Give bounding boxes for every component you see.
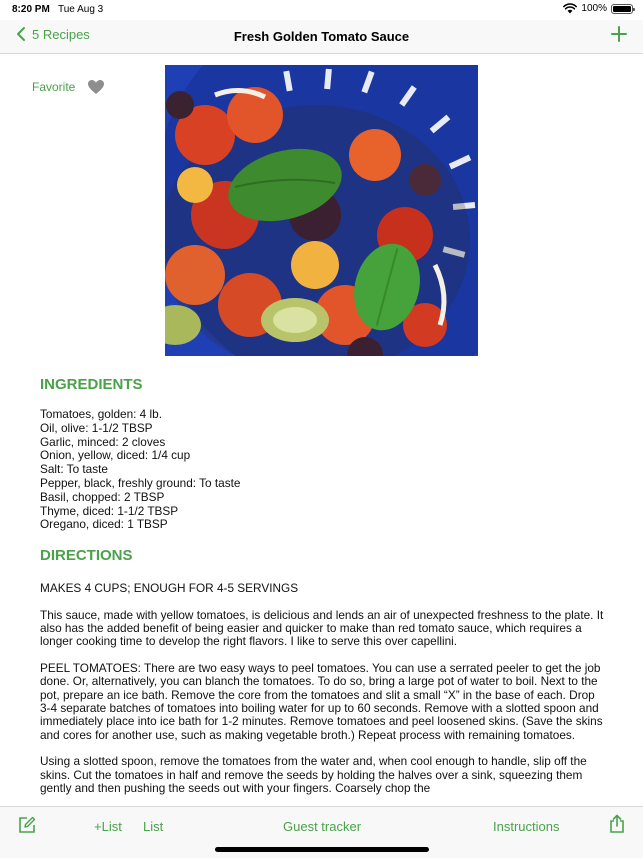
share-button[interactable] <box>608 814 626 839</box>
recipe-content <box>40 372 608 805</box>
battery-fill <box>613 6 631 12</box>
status-time: 8:20 PM <box>12 4 50 15</box>
ingredient-item: Pepper, black, freshly ground: To taste <box>40 475 241 490</box>
ingredient-item: Garlic, minced: 2 cloves <box>40 434 166 449</box>
edit-icon <box>18 816 36 834</box>
ingredient-item: Basil, chopped: 2 TBSP <box>40 489 165 504</box>
battery-icon <box>611 4 633 14</box>
add-list-button[interactable]: +List <box>94 819 122 834</box>
back-label: 5 Recipes <box>32 26 90 42</box>
ingredient-item: Tomatoes, golden: 4 lb. <box>40 407 162 421</box>
status-date: Tue Aug 3 <box>58 4 104 15</box>
list-button[interactable]: List <box>143 819 164 834</box>
directions-paragraph: Using a slotted spoon, remove the tomatoes from the water and, when cool enough to handle, slip off the skins. Cut the tomatoes in half and remove the seeds by holding the halves over a sink, squeezing them gently and then pushing the seeds out with your fingers. Coarsely chop the <box>40 754 587 796</box>
ingredient-item: Oregano, diced: 1 TBSP <box>40 517 168 532</box>
add-button[interactable] <box>609 24 629 49</box>
directions-paragraph: MAKES 4 CUPS; ENOUGH FOR 4-5 SERVINGS <box>40 581 299 596</box>
nav-bar <box>0 20 643 54</box>
directions-heading: DIRECTIONS <box>40 547 133 565</box>
favorite-toggle[interactable] <box>32 79 105 95</box>
recipe-photo-illustration <box>165 65 478 356</box>
status-right <box>563 3 633 14</box>
favorite-label: Favorite <box>32 80 76 94</box>
share-icon <box>608 814 626 834</box>
ingredient-item: Thyme, diced: 1-1/2 TBSP <box>40 503 179 518</box>
battery-percent: 100% <box>581 3 607 14</box>
directions-paragraph: This sauce, made with yellow tomatoes, is delicious and lends an air of unexpected freshness to the plate. It also has the added benefit of being easier and quicker to make than red tomato sauce, which requires a longer cooking time to develop the right flavors. I like to serve this over capellini. <box>40 607 604 649</box>
guest-tracker-button[interactable]: Guest tracker <box>283 819 362 834</box>
wifi-icon <box>563 3 577 14</box>
directions-paragraph: PEEL TOMATOES: There are two easy ways to peel tomatoes. You can use a serrated peeler to get the job done. Or, alternatively, you can blanch the tomatoes. To do so, bring a large pot of water to boil. Next to the pot, prepare an ice bath. Remove the core from the tomatoes and slit a small “X” in the base of each. Drop 3-4 separate batches of tomatoes into boiling water for up to 60 seconds. Remove with a slotted spoon and immediately place into ice bath for 1-2 minutes. Remove tomatoes and peel loosened skins. (Save the skins and cores for another use, such as making vegetable broth.) Repeat process with remaining tomatoes. <box>40 660 603 742</box>
ingredients-heading: INGREDIENTS <box>40 376 143 393</box>
heart-icon <box>87 79 105 95</box>
page-title: Fresh Golden Tomato Sauce <box>233 29 410 44</box>
plus-icon <box>609 24 629 44</box>
status-bar <box>0 0 643 20</box>
ingredient-item: Salt: To taste <box>40 462 108 477</box>
edit-button[interactable] <box>18 816 36 839</box>
recipe-photo <box>165 65 478 356</box>
instructions-button[interactable]: Instructions <box>493 819 560 834</box>
ingredient-item: Oil, olive: 1-1/2 TBSP <box>40 420 153 435</box>
ingredient-item: Onion, yellow, diced: 1/4 cup <box>40 448 191 463</box>
home-indicator <box>215 847 429 852</box>
ingredients-list <box>40 408 608 532</box>
